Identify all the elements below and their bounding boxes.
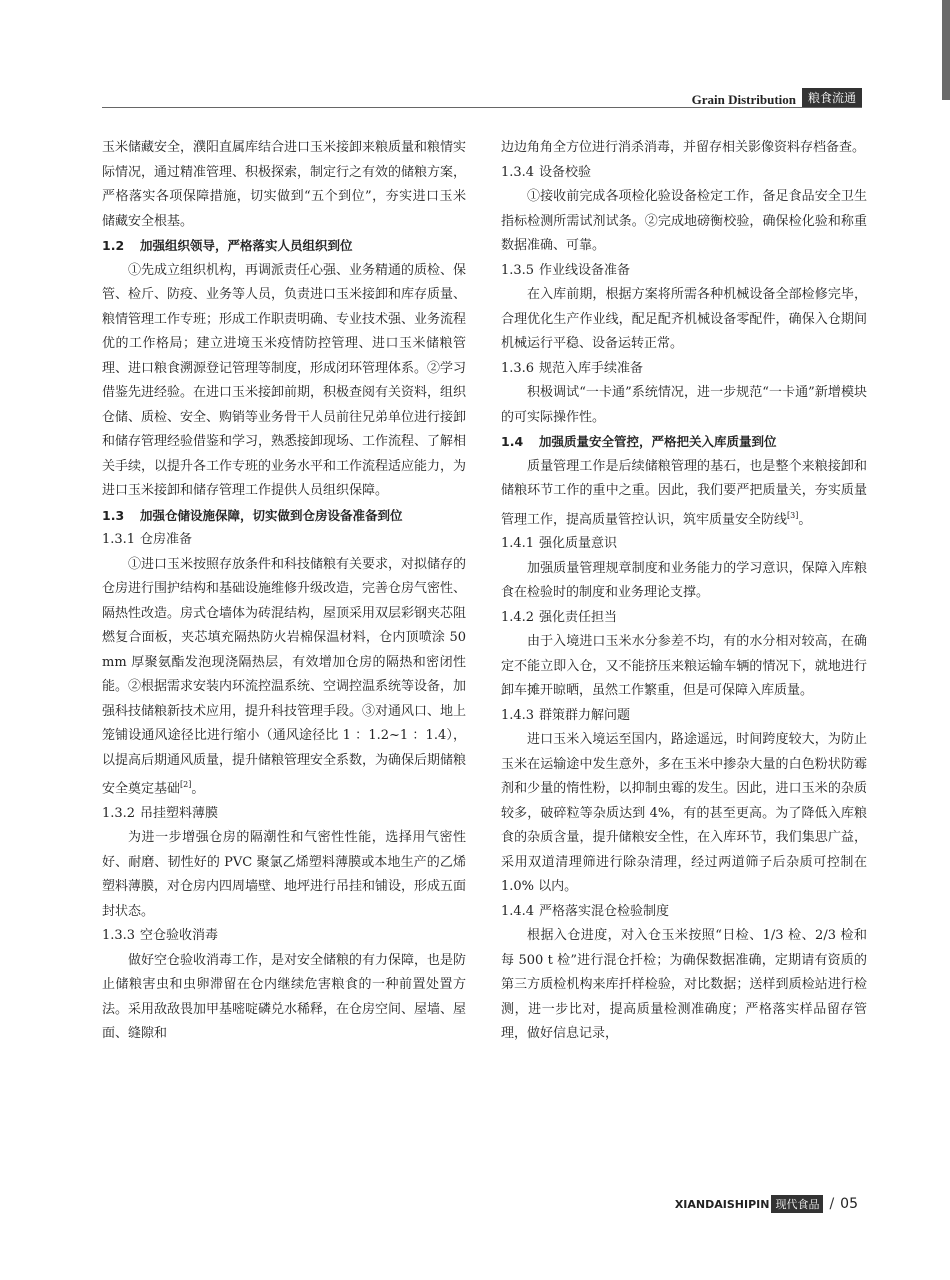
edge-bar	[942, 0, 950, 100]
citation-ref: [2]	[180, 780, 192, 789]
subsection-heading-1-3-3: 1.3.3 空仓验收消毒	[102, 928, 219, 944]
header-title-en: Grain Distribution	[691, 92, 796, 107]
paragraph: 做好空仓验收消毒工作，是对安全储粮的有力保障，也是防止储粮害虫和虫卵滞留在仓内继续危害粮食的一种前置处置方法。采用敌敌畏加甲基嘧啶磷兑水稀释，在仓房空间、屋墙、屋面、缝隙和	[102, 952, 467, 1042]
paragraph: 边边角角全方位进行消杀消毒，并留存相关影像资料存档备查。	[501, 140, 866, 155]
running-header	[692, 88, 862, 108]
subsection-heading-1-4-3: 1.4.3 群策群力解问题	[501, 707, 631, 723]
paragraph: ①接收前完成各项检化验设备检定工作，备足食品安全卫生指标检测所需试剂试条。②完成地磅衡校验，确保检化验和称重数据准确、可靠。	[501, 189, 867, 253]
footer-brand-zh: 现代食品	[771, 1195, 823, 1213]
subsection-heading-1-3-1: 1.3.1 仓房准备	[102, 532, 193, 547]
page-number: 05	[840, 1196, 858, 1212]
paragraph: 为进一步增强仓房的隔潮性和气密性性能，选择用气密性好、耐磨、韧性好的 PVC 聚氯乙烯塑料薄膜或本地生产的乙烯塑料薄膜，对仓房内四周墙壁、地坪进行吊挂和铺设，形成五面封状态。	[102, 830, 467, 919]
paragraph: 由于入境进口玉米水分参差不均，有的水分相对较高，在确定不能立即入仓，又不能挤压来粮运输车辆的情况下，就地进行卸车摊开晾晒，虽然工作繁重，但是可保障入库质量。	[501, 634, 867, 699]
paragraph: ①先成立组织机构，再调派责任心强、业务精通的质检、保管、检斤、防疫、业务等人员，负责进口玉米接卸和库存质量、粮情管理工作专班；形成工作职责明确、专业技术强、业务流程优的工作格局；建立进境玉米疫情防控管理、进口玉米储粮管理、进口粮食溯源登记管理等制度，形成闭环管理体系。②学习借鉴先进经验。在进口玉米接卸前期，积极查阅有关资料，组织仓储、质检、安全、购销等业务骨干人员前往兄弟单位进行接卸和储存管理经验借鉴和学习，熟悉接卸现场、工作流程、了解相关手续，以提升各工作专班的业务水平和工作流程适应能力，为进口玉米接卸和储存管理工作提供人员组织保障。	[102, 262, 467, 498]
paragraph: 质量管理工作是后续储粮管理的基石，也是整个来粮接卸和储粮环节工作的重中之重。因此，我们要严把质量关，夯实质量管理工作，提高质量管控认识，筑牢质量安全防线[3]。	[501, 458, 867, 527]
citation-ref: [3]	[787, 510, 799, 520]
paragraph: 进口玉米入境运至国内，路途遥远，时间跨度较大，为防止玉米在运输途中发生意外，多在玉米中掺杂大量的白色粉状防霉剂和少量的惰性粉，以抑制虫霉的发生。因此，进口玉米的杂质较多，破碎粒等杂质达到 4%，有的甚至更高。为了降低入库粮食的杂质含量，提升储粮安全性，在入库环节，我们集思广益，采用双道清理筛进行除杂清理，经过两道筛子后杂质可控制在 1.0% 以内。	[501, 732, 867, 895]
page-footer	[675, 1195, 858, 1213]
paragraph: 积极调试“一卡通”系统情况，进一步规范“一卡通”新增模块的可实际操作性。	[501, 385, 867, 425]
subsection-heading-1-4-2: 1.4.2 强化责任担当	[501, 609, 618, 625]
section-heading-1-2: 1.2 加强组织领导，严格落实人员组织到位	[102, 238, 353, 253]
paragraph: 在入库前期，根据方案将所需各种机械设备全部检修完毕，合理优化生产作业线，配足配齐机械设备零配件，确保入仓期间机械运行平稳、设备运转正常。	[501, 287, 867, 351]
subsection-heading-1-3-2: 1.3.2 吊挂塑料薄膜	[102, 805, 219, 821]
paragraph: ①进口玉米按照存放条件和科技储粮有关要求，对拟储存的仓房进行围护结构和基础设施维修升级改造，完善仓房气密性、隔热性改造。房式仓墙体为砖混结构，屋顶采用双层彩钢夹芯阻燃复合面板，夹芯填充隔热防火岩棉保温材料，仓内顶喷涂 50 mm 厚聚氨酯发泡现浇隔热层，有效增加仓房的隔热和密闭性能。②根据需求安装内环流控温系统、空调控温系统等设备，加强科技储粮新技术应用，提升科技管理手段。③对通风口、地上笼铺设通风途径比进行缩小（通风途径比 1 ：1.2~1 ：1.4），以提高后期通风质量，提升储粮管理安全系数，为确保后期储粮安全奠定基础[2]。	[102, 556, 467, 797]
header-rule	[102, 107, 862, 108]
header-title-zh: 粮食流通	[802, 88, 862, 108]
paragraph: 加强质量管理规章制度和业务能力的学习意识，保障入库粮食在检验时的制度和业务理论支撑。	[501, 560, 867, 601]
paragraph: 根据入仓进度，对入仓玉米按照“日检、1/3 检、2/3 检和每 500 t 检”进行混仓扦检；为确保数据准确，定期请有资质的第三方质检机构来库扦样检验，对比数据；送样到质检站进行检测，进一步比对，提高质量检测准确度；严格落实样品留存管理，做好信息记录，	[501, 928, 867, 1042]
section-heading-1-4: 1.4 加强质量安全管控，严格把关入库质量到位	[501, 434, 777, 449]
subsection-heading-1-3-6: 1.3.6 规范入库手续准备	[501, 360, 644, 376]
right-column	[501, 136, 867, 1047]
paragraph: 玉米储藏安全，濮阳直属库结合进口玉米接卸来粮质量和粮情实际情况，通过精准管理、积极探索，制定行之有效的储粮方案，严格落实各项保障措施，切实做到“五个到位”，夯实进口玉米储藏安全根基。	[102, 140, 467, 229]
subsection-heading-1-3-5: 1.3.5 作业线设备准备	[501, 262, 631, 278]
left-column	[102, 136, 466, 1047]
section-heading-1-3: 1.3 加强仓储设施保障，切实做到仓房设备准备到位	[102, 507, 403, 523]
subsection-heading-1-4-1: 1.4.1 强化质量意识	[501, 536, 618, 552]
subsection-heading-1-3-4: 1.3.4 设备校验	[501, 164, 592, 180]
footer-separator: /	[829, 1196, 835, 1212]
footer-brand-en: XIANDAISHIPIN	[674, 1197, 770, 1211]
subsection-heading-1-4-4: 1.4.4 严格落实混仓检验制度	[501, 903, 670, 919]
